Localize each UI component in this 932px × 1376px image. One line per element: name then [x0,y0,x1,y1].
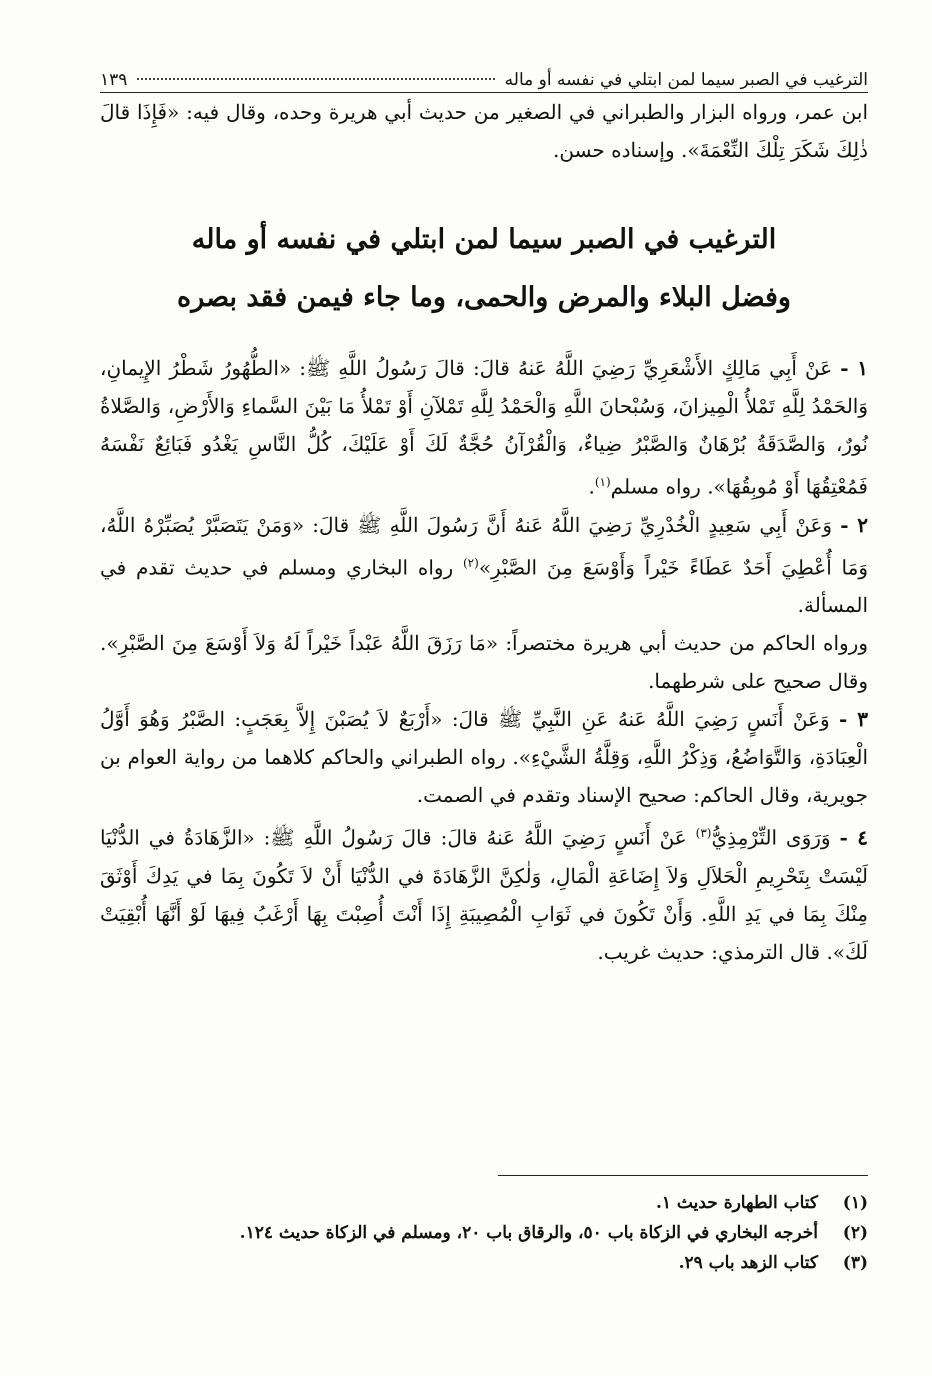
running-header [100,70,868,93]
hadith-3 [100,700,868,814]
hadith-number: ٣ - [839,707,869,732]
hadith-text: وَعَنْ أَنَسٍ رَضِيَ اللَّهُ عَنهُ عَنِ النَّبِيِّ ﷺ قالَ: «أَرْبَعٌ لاَ يُصَبْنَ إِلاَّ بِعَجَبٍ: الصَّبْرُ وَهُوَ أَوَّلُ الْعِبَادَةِ، وَالتَّوَاضُعُ، وَذِكْرُ اللَّهِ، وَقِلَّةُ الشَّيْءِ». رواه الطبراني والحاكم كلاهما من رواية العوام بن جويرية، وقال الحاكم: صحيح الإسناد وتقدم في الصمت. [100,707,868,808]
footnote-2 [100,1218,868,1248]
hadith-number: ١ - [840,356,869,380]
chapter-title-line-1: الترغيب في الصبر سيما لمن ابتلي في نفسه أو ماله [191,224,777,255]
hadith-tail: رواه البخاري ومسلم في حديث تقدم في المسألة. [100,555,868,618]
hadith-text: عَنْ أَبِي مَالِكٍ الأَشْعَرِيِّ رَضِيَ اللَّهُ عَنهُ قالَ: قالَ رَسُولُ اللَّهِ ﷺ: «الطُّهُورُ شَطْرُ الإِيمانِ، وَالحَمْدُ لِلَّهِ تَمْلأُ الْمِيزانَ، وَسُبْحانَ اللَّهِ وَالْحَمْدُ لِلَّهِ تَمْلآنِ أَوْ تَمْلأُ مَا بَيْنَ السَّماءِ وَالأَرْضِ، وَالصَّلاةُ نُورٌ، وَالصَّدَقَةُ بُرْهَانٌ وَالصَّبْرُ ضِياءٌ، وَالْقُرْآنُ حُجَّةٌ لَكَ أَوْ عَلَيْكَ، كُلُّ النَّاسِ يَغْدُو فَبَائِعٌ نَفْسَهُ فَمُعْتِقُهَا أَوْ مُوبِقُهَا». رواه مسلم [100,356,868,499]
footnote-ref: (٣) [695,826,712,841]
hadith-text: وَرَوَى التِّرْمِذِيُّ [711,825,831,850]
footnote-3 [100,1248,868,1278]
footnote-text: كتاب الزهد باب ٢٩. [678,1253,818,1273]
footnote-1 [100,1188,868,1218]
chapter-title [100,211,868,327]
running-header-title: الترغيب في الصبر سيما لمن ابتلي في نفسه أو ماله [504,70,868,90]
footnote-ref: (١) [594,475,611,489]
hadith-1 [100,349,868,506]
hadith-tail: . [588,474,595,499]
footnote-mark: (١) [842,1193,868,1213]
footnote-mark: (٢) [842,1223,868,1243]
continuation-paragraph: ابن عمر، ورواه البزار والطبراني في الصغير من حديث أبي هريرة وحده، وقال فيه: «فَإِذَا قالَ ذٰلِكَ شَكَرَ تِلْكَ النِّعْمَةَ». وإسناده حسن. [100,100,868,162]
footnote-text: كتاب الطهارة حديث ١. [655,1193,818,1213]
footnote-text: أخرجه البخاري في الزكاة باب ٥٠، والرقاق باب ٢٠، ومسلم في الزكاة حديث ١٢٤. [239,1223,818,1243]
chapter-title-line-2: وفضل البلاء والمرض والحمى، وما جاء فيمن فقد بصره [177,282,791,313]
hadith-text: ورواه الحاكم من حديث أبي هريرة مختصراً: «مَا رَزَقَ اللَّهُ عَبْداً خَيْراً لَهُ وَلاَ أَوْسَعَ مِنَ الصَّبْرِ». وقال صحيح على شرطهما. [100,631,868,694]
hadith-tail: عَنْ أَنَسٍ رَضِيَ اللَّهُ عَنهُ قالَ: قالَ رَسُولُ اللَّهِ ﷺ: «الزَّهَادَةُ في الدُّنْيَا لَيْسَتْ بِتَحْرِيمِ الْحَلاَلِ وَلاَ إِضَاعَةِ الْمَالِ، وَلٰكِنَّ الزَّهَادَةَ في الدُّنْيَا أَنْ لاَ تَكُونَ بِمَا في يَدِكَ أَوْثَقَ مِنْكَ بِمَا في يَدِ اللَّهِ. وَأَنْ تَكُونَ في ثَوَابِ الْمُصِيبَةِ إِذَا أَنْتَ أُصِبْتَ بِهَا أَرْغَبُ فِيهَا لَوْ أَنَّهَا أُبْقِيَتْ لَكَ». قال الترمذي: حديث غريب. [100,825,868,964]
hadith-number: ٢ - [840,512,868,537]
footnote-divider [498,1175,868,1176]
hadith-text: وَعَنْ أَبِي سَعِيدٍ الْخُدْرِيِّ رَضِيَ اللَّهُ عَنهُ أَنَّ رَسُولَ اللَّهِ ﷺ قالَ: «وَمَنْ يَتَصَبَّرْ يُصَبِّرْهُ اللَّهُ، وَمَا أُعْطِيَ أَحَدٌ عَطَاءً خَيْراً وَأَوْسَعَ مِنَ الصَّبْرِ» [100,512,868,580]
page-number: ١٣٩ [100,70,128,90]
footnote-mark: (٣) [842,1253,868,1273]
hadith-2-addendum [100,624,868,700]
header-dot-leader [137,78,494,80]
footnotes [100,1175,868,1278]
hadith-4 [100,814,868,971]
hadith-number: ٤ - [839,825,868,850]
footnote-ref: (٢) [462,555,479,570]
hadith-2 [100,506,868,625]
